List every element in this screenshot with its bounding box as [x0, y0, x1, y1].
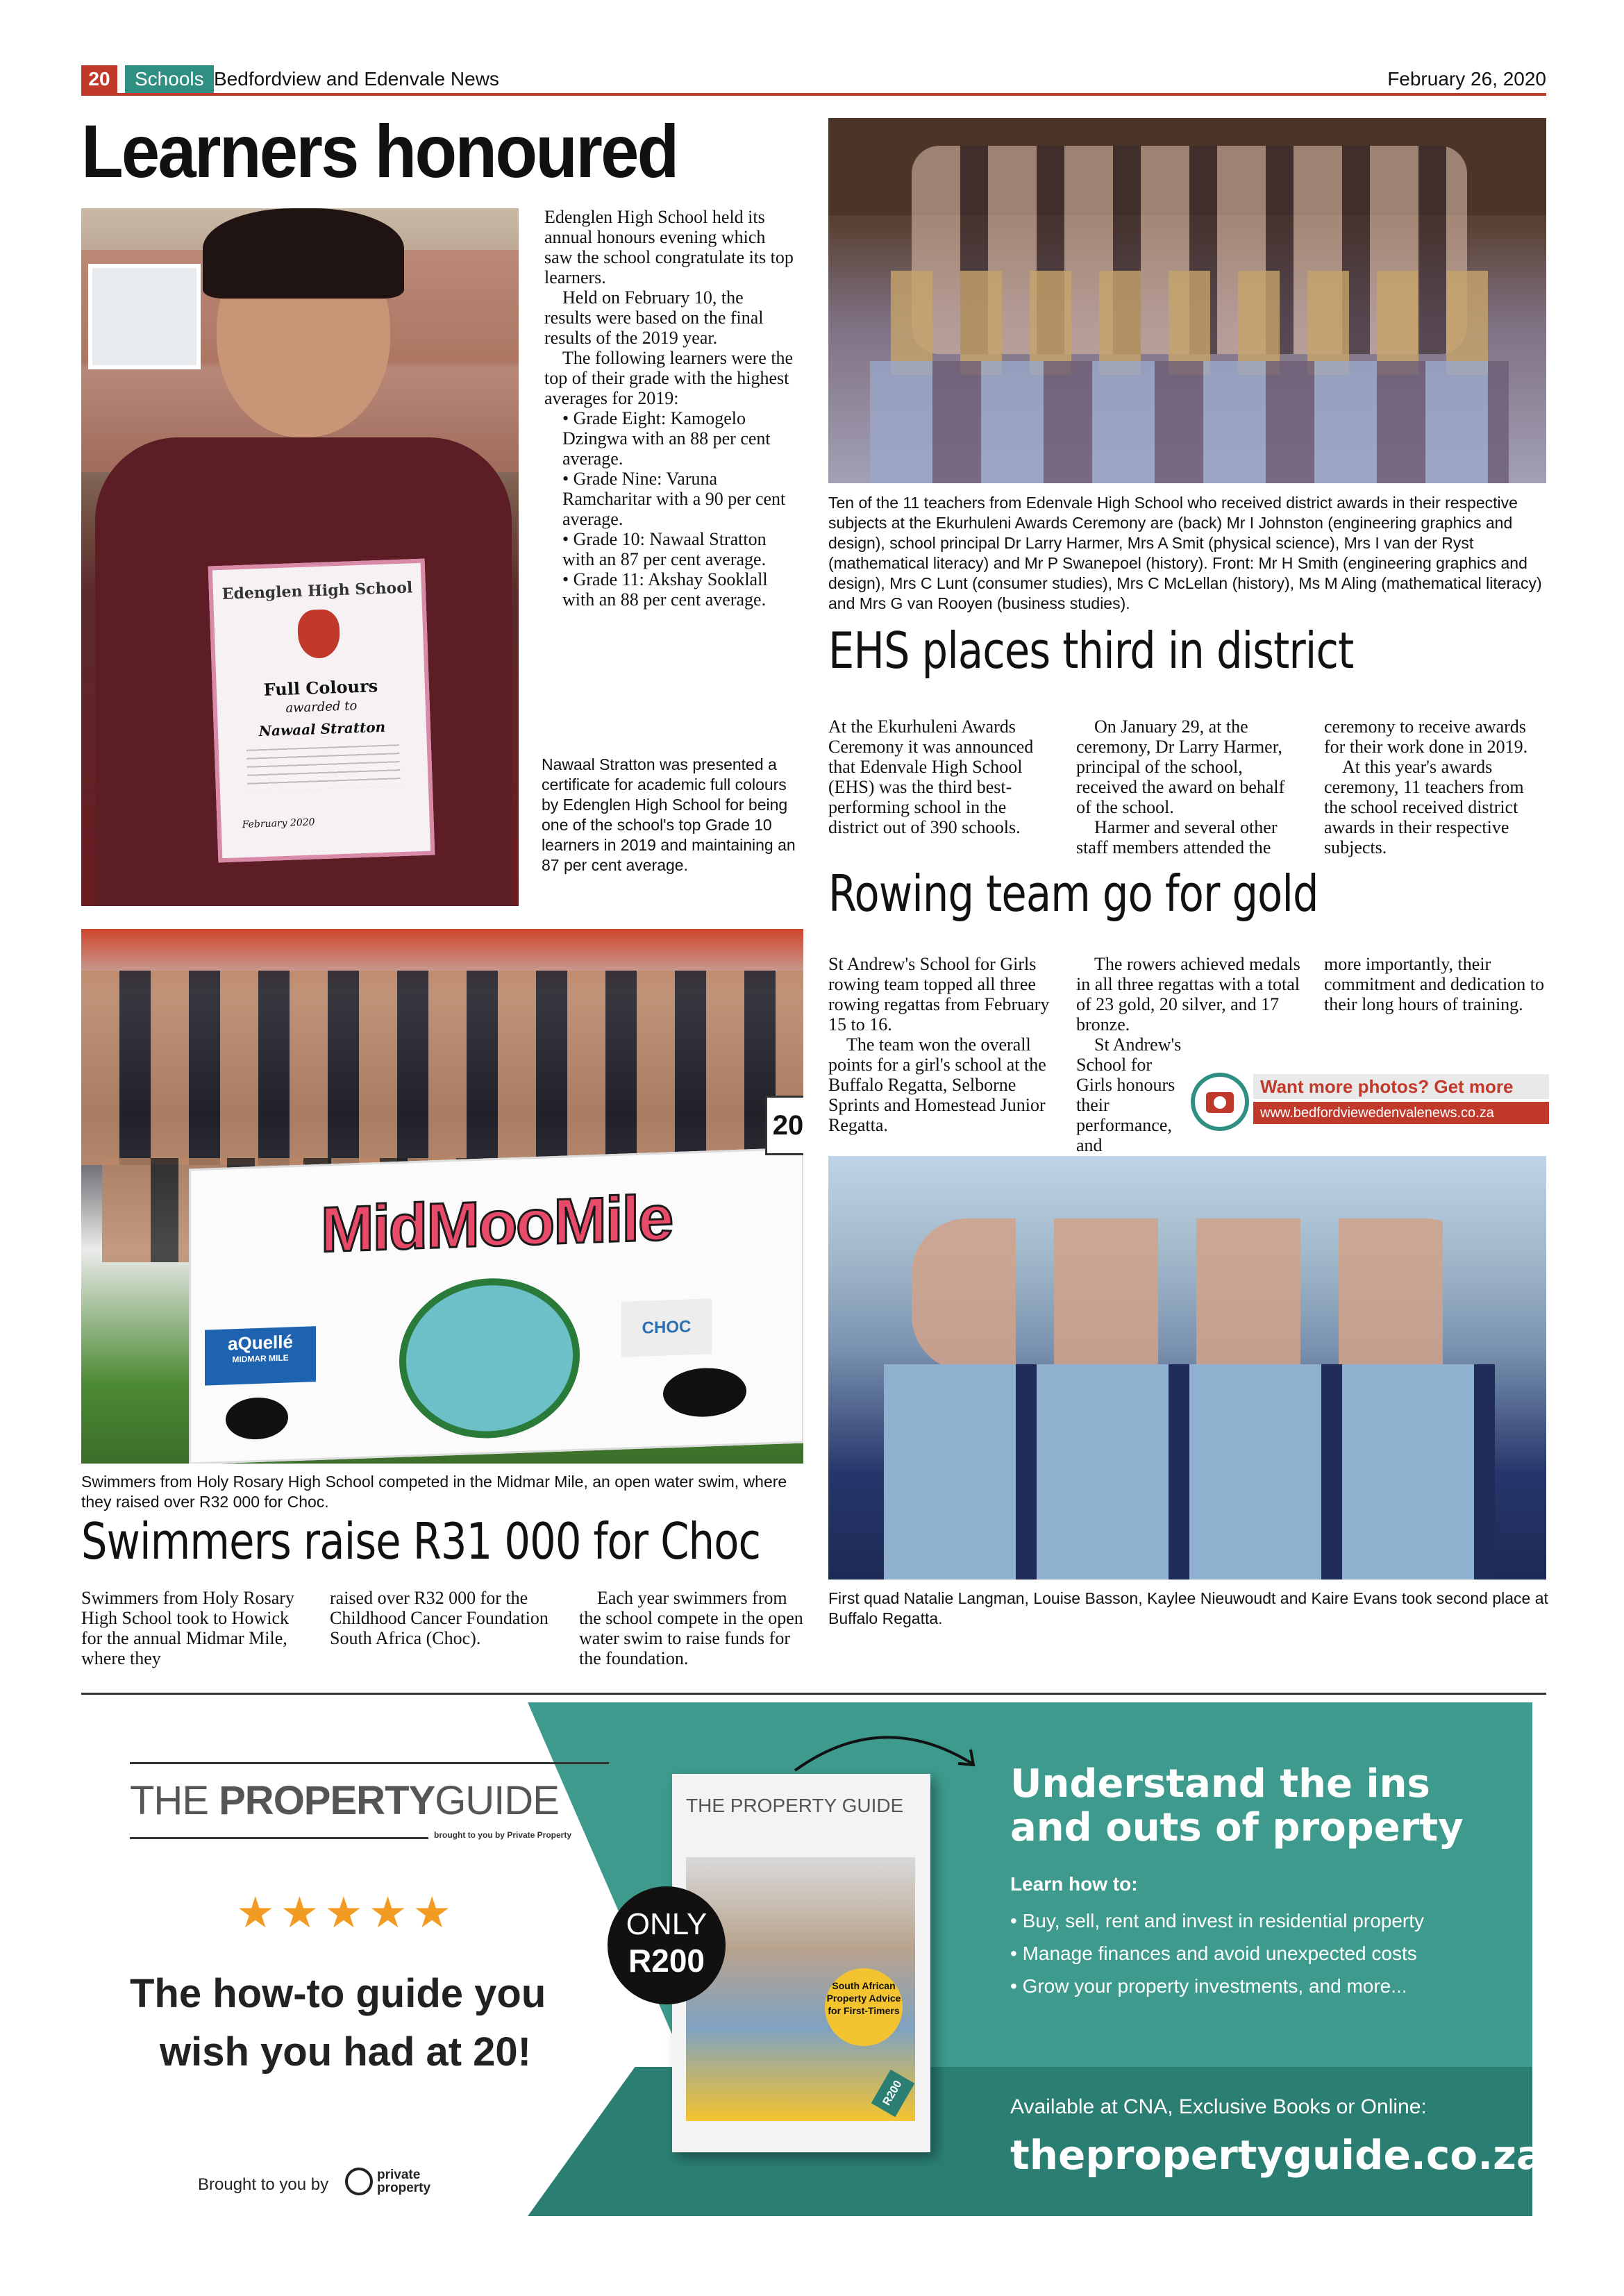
- photo-rowing-quad: [828, 1156, 1546, 1579]
- headline-rowing: Rowing team go for gold: [828, 864, 1319, 923]
- article2-col1: At the Ekurhuleni Awards Ceremony it was announced that Edenvale High School (EHS) was the third best-performing school in the district out of 390 schools.: [828, 717, 1034, 837]
- ad-bullet: • Grow your property investments, and more...: [1010, 1975, 1407, 1997]
- ad-learn-how: Learn how to:: [1010, 1873, 1138, 1895]
- certificate-school: Edenglen High School: [221, 578, 413, 603]
- article3-paragraph: The rowers achieved medals in all three regattas with a total of 23 gold, 20 silver, and 17 bronze.: [1076, 954, 1300, 1034]
- article2-col2: [1076, 717, 1302, 857]
- book-badge: South African Property Advice for First-Timers: [825, 1968, 903, 2046]
- promo-url[interactable]: www.bedfordviewedenvalenews.co.za: [1253, 1102, 1549, 1124]
- photo-edenvale-teachers: [828, 118, 1546, 483]
- article4-col2: raised over R32 000 for the Childhood Cancer Foundation South Africa (Choc).: [330, 1588, 549, 1648]
- promo-title: Want more photos? Get more: [1253, 1074, 1549, 1099]
- photo-swimmers-crowd: [81, 971, 803, 1165]
- cow-spot: [663, 1366, 746, 1418]
- article1-paragraph: Edenglen High School held its annual honours evening which saw the school congratulate its top learners.: [544, 207, 794, 287]
- article1-bullet: • Grade Nine: Varuna Ramcharitar with a 90 per cent average.: [562, 469, 786, 529]
- choc-logo: CHOC: [621, 1298, 712, 1357]
- certificate: [208, 559, 435, 863]
- curved-arrow-icon: [792, 1715, 986, 1784]
- article4-col3: Each year swimmers from the school compete in the open water swim to raise funds for the foundation.: [579, 1588, 803, 1668]
- certificate-name: Nawaal Stratton: [258, 718, 386, 740]
- banner-title: MidMooMile: [320, 1182, 673, 1266]
- private-property-logo: private property: [377, 2168, 431, 2195]
- ad-headline-line1: Understand the ins: [1010, 1761, 1430, 1807]
- aquelle-logo: [205, 1326, 316, 1386]
- article3-paragraph: The team won the overall points for a girl's school at the Buffalo Regatta, Selborne Sprints and Homestead Junior Regatta.: [828, 1034, 1046, 1135]
- ad-bullets: [1010, 1904, 1424, 2002]
- photo-front-row: [870, 361, 1509, 483]
- ad-brand-the: THE: [130, 1778, 208, 1823]
- article3-paragraph: St Andrew's School for Girls rowing team topped all three rowing regattas from February 15 to 16.: [828, 954, 1050, 1034]
- section-label: Schools: [125, 65, 214, 93]
- photo-nawaal-stratton: [81, 208, 519, 906]
- ad-brought-by: Brought to you by: [198, 2175, 329, 2194]
- ad-headline-line2: and outs of property: [1010, 1805, 1464, 1850]
- photo-midmar-swimmers: [81, 929, 803, 1464]
- article2-paragraph: ceremony to receive awards for their work done in 2019.: [1324, 717, 1528, 757]
- ad-bullet: • Buy, sell, rent and invest in residential property: [1010, 1910, 1425, 1932]
- camera-lens: [1214, 1096, 1226, 1109]
- rating-stars-icon: ★★★★★: [236, 1887, 457, 1938]
- article3-col3: more importantly, their commitment and dedication to their long hours of training.: [1324, 954, 1544, 1014]
- midmoomile-banner: [189, 1148, 803, 1464]
- article1-bullet: • Grade 11: Akshay Sooklall with an 88 per cent average.: [562, 569, 768, 610]
- caption-edenvale-teachers: Ten of the 11 teachers from Edenvale High School who received district awards in their respective subjects at the Ekurhuleni Awards Ceremony are (back) Mr I Johnston (engineering graphics and design), school principal Dr Larry Harmer, Mrs A Smit (physical science), Mrs I van der Ryst (mathematical literacy) and Mr P Swanepoel (history). Front: Mr H Smith (engineering graphics and design), Mrs C Lunt (consumer studies), Mrs C McLellan (history), Ms M Aling (mathematical literacy) and Mrs G van Rooyen (business studies).: [828, 494, 1542, 612]
- aquelle-sub: MIDMAR MILE: [232, 1352, 289, 1365]
- school-crest-icon: [297, 609, 340, 659]
- book-title: THE PROPERTY GUIDE: [686, 1795, 904, 1816]
- aquelle-text: aQuellé: [228, 1331, 293, 1355]
- ad-brand-rule-bottom: [130, 1837, 428, 1839]
- article2-col3: [1324, 717, 1550, 857]
- issue-date: February 26, 2020: [1387, 68, 1546, 90]
- certificate-date: February 2020: [242, 816, 315, 831]
- ad-available: Available at CNA, Exclusive Books or Online:: [1010, 2095, 1427, 2118]
- private-property-icon: [345, 2168, 373, 2195]
- photo-rowing-suits: [884, 1364, 1495, 1579]
- photo-hair: [203, 208, 404, 299]
- photo-faces: [912, 1218, 1481, 1371]
- caption-nawaal: Nawaal Stratton was presented a certificate for academic full colours by Edenglen High School for being one of the school's top Grade 10 learners in 2019 and maintaining an 87 per cent average.: [542, 755, 796, 874]
- price-amount: R200: [628, 1943, 705, 1979]
- cow-logo-icon: [399, 1275, 580, 1441]
- section-divider: [81, 1693, 1546, 1695]
- book-price-tag: R200: [871, 2070, 915, 2117]
- ad-bullet: • Manage finances and avoid unexpected costs: [1010, 1943, 1417, 1964]
- headline-learners-honoured: Learners honoured: [81, 109, 678, 193]
- ad-brand-subtitle: brought to you by Private Property: [434, 1830, 572, 1840]
- photo-certificates: [891, 271, 1488, 375]
- article2-paragraph: At this year's awards ceremony, 11 teachers from the school received district awards in their respective subjects.: [1324, 757, 1524, 857]
- article4-col1: Swimmers from Holy Rosary High School took to Howick for the annual Midmar Mile, where they: [81, 1588, 294, 1668]
- photo-window: [88, 264, 201, 369]
- article1-body: [544, 207, 794, 610]
- price-only: ONLY: [626, 1907, 708, 1941]
- caption-rowing: First quad Natalie Langman, Louise Basson, Kaylee Nieuwoudt and Kaire Evans took second place at Buffalo Regatta.: [828, 1589, 1548, 1627]
- article1-paragraph: The following learners were the top of their grade with the highest averages for 2019:: [544, 348, 794, 408]
- ad-tagline-line1: The how-to guide you: [130, 1971, 546, 2016]
- page-number: 20: [81, 65, 117, 93]
- caption-swimmers: Swimmers from Holy Rosary High School competed in the Midmar Mile, an open water swim, where they raised over R32 000 for Choc.: [81, 1473, 787, 1511]
- article2-paragraph: Harmer and several other staff members attended the: [1076, 817, 1278, 857]
- cow-spot: [226, 1396, 288, 1440]
- article2-paragraph: On January 29, at the ceremony, Dr Larry Harmer, principal of the school, received the award on behalf of the school.: [1076, 717, 1285, 817]
- ad-brand-property: PROPERTY: [219, 1778, 435, 1823]
- price-circle: [608, 1886, 726, 2004]
- header-rule: [81, 93, 1546, 96]
- promo-more-photos[interactable]: [1191, 1073, 1549, 1131]
- article3-paragraph: St Andrew's School for Girls honours their performance, and: [1076, 1034, 1182, 1155]
- article1-bullet: • Grade Eight: Kamogelo Dzingwa with an 88 per cent average.: [562, 408, 771, 469]
- headline-swimmers: Swimmers raise R31 000 for Choc: [81, 1512, 761, 1570]
- certificate-fine-print: [246, 744, 401, 791]
- article3-col1: [828, 954, 1054, 1135]
- ad-brand-rule-top: [130, 1762, 609, 1764]
- certificate-title: Full Colours: [263, 676, 378, 700]
- article1-bullet: • Grade 10: Nawaal Stratton with an 87 per cent average.: [562, 529, 767, 569]
- headline-ehs-third: EHS places third in district: [828, 621, 1354, 680]
- ad-brand-guide: GUIDE: [435, 1778, 559, 1823]
- ad-tagline-line2: wish you had at 20!: [160, 2029, 531, 2075]
- ad-brand: [130, 1777, 559, 1824]
- camera-icon-ring: [1191, 1073, 1249, 1131]
- publication-name: Bedfordview and Edenvale News: [214, 68, 499, 90]
- race-number-card: 20: [765, 1096, 803, 1155]
- article1-paragraph: Held on February 10, the results were based on the final results of the 2019 year.: [544, 287, 764, 348]
- certificate-subtitle: awarded to: [285, 698, 358, 716]
- ad-url-link[interactable]: thepropertyguide.co.za: [1010, 2131, 1544, 2179]
